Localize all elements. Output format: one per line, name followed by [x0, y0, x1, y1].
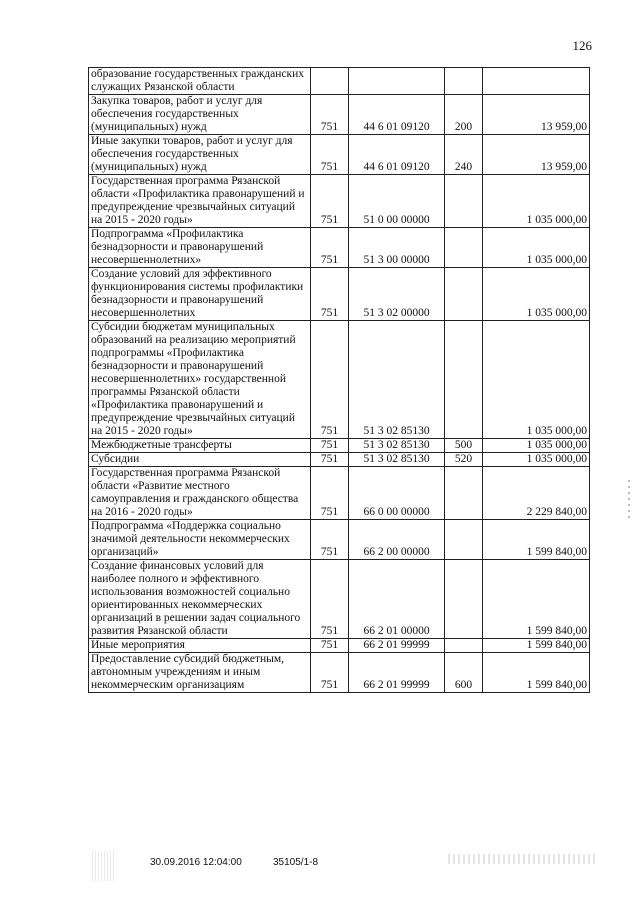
row-grbs-cell: 751	[311, 95, 349, 135]
scan-edge-marks	[628, 480, 630, 520]
table-row	[89, 653, 590, 693]
row-csr-cell	[349, 68, 445, 95]
row-vr-cell: 600	[445, 653, 483, 693]
row-grbs-cell: 751	[311, 453, 349, 467]
row-csr-cell: 51 3 02 85130	[349, 453, 445, 467]
row-vr-cell: 520	[445, 453, 483, 467]
row-csr-cell: 51 3 02 85130	[349, 321, 445, 439]
row-grbs-cell: 751	[311, 639, 349, 653]
row-csr-cell: 66 2 01 00000	[349, 560, 445, 639]
row-vr-cell	[445, 520, 483, 560]
row-grbs-cell	[311, 68, 349, 95]
row-grbs-cell: 751	[311, 467, 349, 520]
row-name-cell: Создание условий для эффективного функционирования системы профилактики безнадзорности и правонарушений несовершеннолетних	[89, 268, 311, 321]
row-vr-cell	[445, 228, 483, 268]
table-row	[89, 321, 590, 439]
row-csr-cell: 66 0 00 00000	[349, 467, 445, 520]
row-name-cell: образование государственных гражданских служащих Рязанской области	[89, 68, 311, 95]
row-name-cell: Предоставление субсидий бюджетным, автономным учреждениям и иным некоммерческим организациям	[89, 653, 311, 693]
row-csr-cell: 66 2 00 00000	[349, 520, 445, 560]
row-vr-cell	[445, 175, 483, 228]
row-csr-cell: 51 3 02 00000	[349, 268, 445, 321]
row-vr-cell	[445, 68, 483, 95]
row-grbs-cell: 751	[311, 520, 349, 560]
budget-table	[88, 67, 590, 693]
row-grbs-cell: 751	[311, 175, 349, 228]
row-sum-cell: 13 959,00	[483, 135, 590, 175]
row-vr-cell	[445, 560, 483, 639]
row-vr-cell: 500	[445, 439, 483, 453]
row-grbs-cell: 751	[311, 560, 349, 639]
row-name-cell: Подпрограмма «Поддержка социально значимой деятельности некоммерческих организаций»	[89, 520, 311, 560]
table-row	[89, 228, 590, 268]
table-row	[89, 439, 590, 453]
row-vr-cell: 200	[445, 95, 483, 135]
table-row	[89, 453, 590, 467]
row-name-cell: Иные мероприятия	[89, 639, 311, 653]
row-sum-cell: 13 959,00	[483, 95, 590, 135]
footer-document-id: 35105/1-8	[273, 857, 319, 868]
table-row	[89, 520, 590, 560]
table-row	[89, 639, 590, 653]
row-name-cell: Подпрограмма «Профилактика безнадзорности и правонарушений несовершеннолетних»	[89, 228, 311, 268]
row-csr-cell: 66 2 01 99999	[349, 639, 445, 653]
scan-faded-text	[448, 854, 596, 864]
row-vr-cell	[445, 639, 483, 653]
budget-table-body	[89, 68, 590, 693]
table-row	[89, 560, 590, 639]
table-row	[89, 135, 590, 175]
row-name-cell: Субсидии	[89, 453, 311, 467]
row-name-cell: Субсидии бюджетам муниципальных образований на реализацию мероприятий подпрограммы «Профилактика безнадзорности и правонарушений несовершеннолетних» государственной программы Рязанской области «Профилактика правонарушений и предупреждение чрезвычайных ситуаций на 2015 - 2020 годы»	[89, 321, 311, 439]
row-grbs-cell: 751	[311, 439, 349, 453]
row-sum-cell: 1 035 000,00	[483, 268, 590, 321]
table-row	[89, 268, 590, 321]
row-csr-cell: 51 0 00 00000	[349, 175, 445, 228]
row-sum-cell: 1 599 840,00	[483, 639, 590, 653]
table-row	[89, 175, 590, 228]
row-sum-cell: 1 599 840,00	[483, 520, 590, 560]
row-vr-cell	[445, 268, 483, 321]
row-sum-cell	[483, 68, 590, 95]
table-row	[89, 467, 590, 520]
row-grbs-cell: 751	[311, 268, 349, 321]
row-sum-cell: 1 035 000,00	[483, 228, 590, 268]
row-sum-cell: 1 035 000,00	[483, 453, 590, 467]
row-sum-cell: 1 599 840,00	[483, 653, 590, 693]
row-grbs-cell: 751	[311, 228, 349, 268]
scan-stamp-mark	[92, 851, 114, 881]
row-csr-cell: 66 2 01 99999	[349, 653, 445, 693]
footer-timestamp: 30.09.2016 12:04:00	[150, 857, 242, 868]
row-name-cell: Межбюджетные трансферты	[89, 439, 311, 453]
row-sum-cell: 1 599 840,00	[483, 560, 590, 639]
row-name-cell: Государственная программа Рязанской области «Профилактика правонарушений и предупреждение чрезвычайных ситуаций на 2015 - 2020 годы»	[89, 175, 311, 228]
row-grbs-cell: 751	[311, 653, 349, 693]
row-csr-cell: 51 3 02 85130	[349, 439, 445, 453]
row-csr-cell: 44 6 01 09120	[349, 135, 445, 175]
row-sum-cell: 1 035 000,00	[483, 439, 590, 453]
row-name-cell: Государственная программа Рязанской области «Развитие местного самоуправления и гражданского общества на 2016 - 2020 годы»	[89, 467, 311, 520]
row-csr-cell: 44 6 01 09120	[349, 95, 445, 135]
row-vr-cell	[445, 467, 483, 520]
row-sum-cell: 2 229 840,00	[483, 467, 590, 520]
row-name-cell: Создание финансовых условий для наиболее полного и эффективного использования возможностей социально ориентированных некоммерческих организаций в решении задач социального развития Рязанской области	[89, 560, 311, 639]
row-sum-cell: 1 035 000,00	[483, 175, 590, 228]
row-name-cell: Закупка товаров, работ и услуг для обеспечения государственных (муниципальных) нужд	[89, 95, 311, 135]
row-vr-cell	[445, 321, 483, 439]
row-sum-cell: 1 035 000,00	[483, 321, 590, 439]
page-number: 126	[572, 38, 592, 53]
row-name-cell: Иные закупки товаров, работ и услуг для обеспечения государственных (муниципальных) нужд	[89, 135, 311, 175]
row-vr-cell: 240	[445, 135, 483, 175]
row-csr-cell: 51 3 00 00000	[349, 228, 445, 268]
row-grbs-cell: 751	[311, 135, 349, 175]
table-row	[89, 68, 590, 95]
table-row	[89, 95, 590, 135]
row-grbs-cell: 751	[311, 321, 349, 439]
